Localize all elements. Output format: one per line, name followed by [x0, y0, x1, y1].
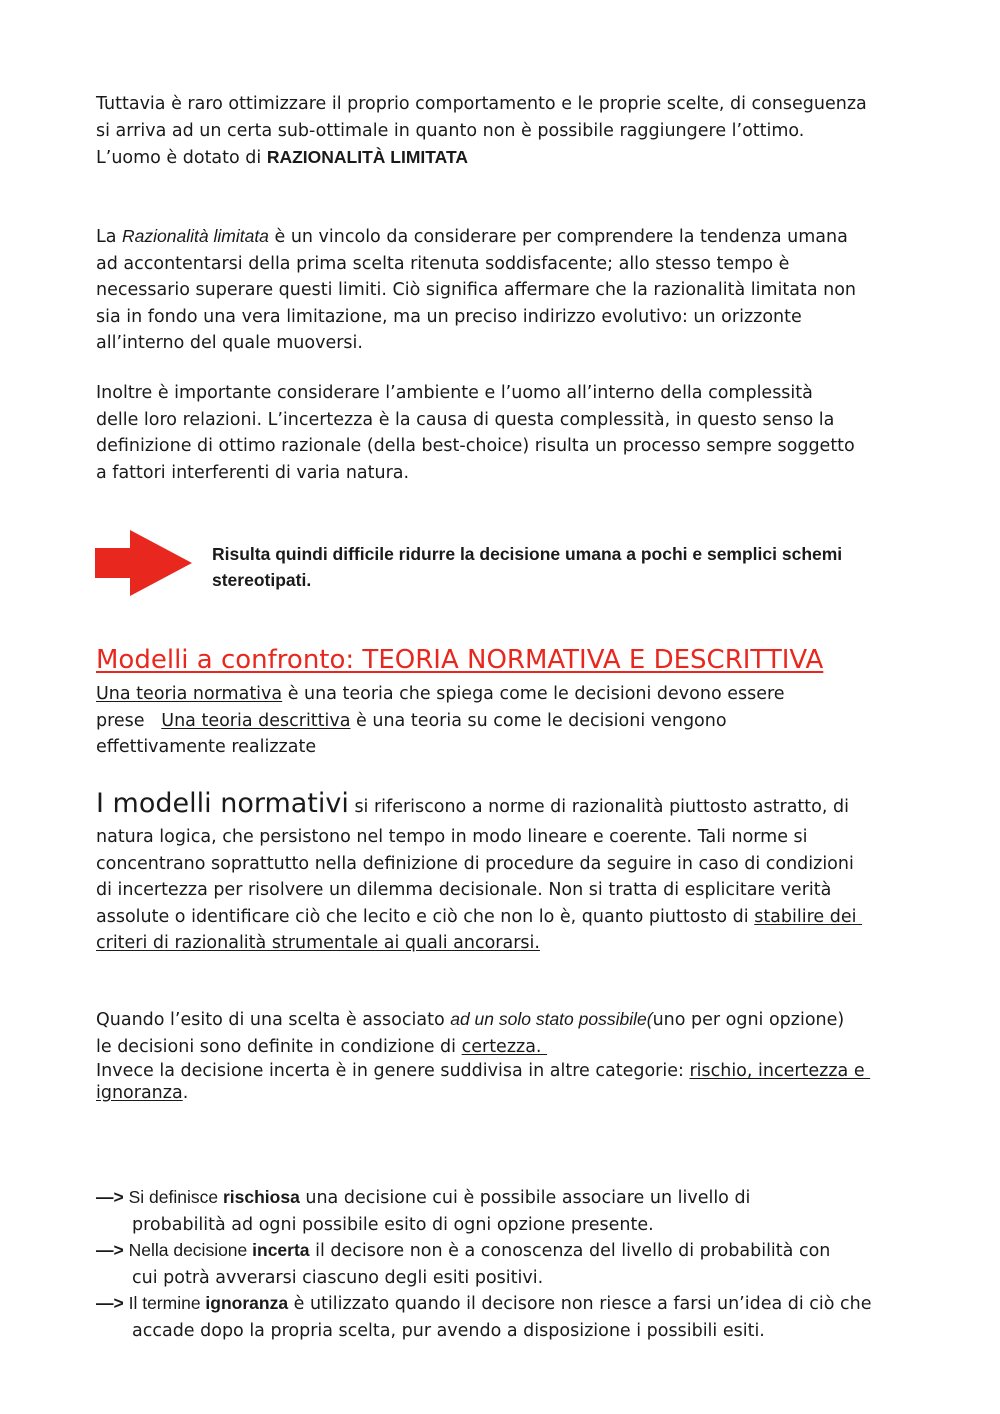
text-line: delle loro relazioni. L’incertezza è la causa di questa complessità, in questo senso la: [96, 409, 835, 430]
underlined-term: rischio, incertezza e: [689, 1061, 871, 1081]
italic-term: ad un solo stato possibile(: [450, 1009, 653, 1029]
text-line: cui potrà avverarsi ciascuno degli esiti positivi.: [132, 1267, 544, 1288]
text-line: effettivamente realizzate: [96, 737, 317, 757]
text-line: L’uomo è dotato di RAZIONALITÀ LIMITATA: [96, 147, 469, 168]
text-line: a fattori interferenti di varia natura.: [96, 462, 410, 483]
big-lead-text: I modelli normativi: [96, 788, 349, 819]
text-line: necessario superare questi limiti. Ciò significa affermare che la razionalità limitata non: [96, 280, 857, 300]
underlined-term: Una teoria descrittiva: [161, 710, 351, 731]
text-line: Tuttavia è raro ottimizzare il proprio comportamento e le proprie scelte, di conseguenza: [96, 94, 867, 114]
paragraph-razionalita-limitata: [96, 223, 856, 357]
text-line: natura logica, che persistono nel tempo in modo lineare e coerente. Tali norme si: [96, 827, 808, 847]
text-line: Quando l’esito di una scelta è associato ad un solo stato possibile(uno per ogni opzione): [96, 1009, 845, 1030]
bold-term: ignoranza: [205, 1293, 289, 1313]
text-line: ad accontentarsi della prima scelta ritenuta soddisfacente; allo stesso tempo è: [96, 253, 790, 274]
right-arrow-icon: [95, 530, 193, 596]
text-line: prese Una teoria descrittiva è una teoria su come le decisioni vengono: [96, 710, 727, 731]
paragraph-inoltre: [96, 380, 855, 486]
bold-term: rischiosa: [222, 1187, 300, 1207]
text-line: La Razionalità limitata è un vincolo da considerare per comprendere la tendenza umana: [96, 226, 848, 247]
text-line: Una teoria normativa è una teoria che spiega come le decisioni devono essere: [96, 684, 785, 704]
text-line: —> Il termine ignoranza è utilizzato quando il decisore non riesce a farsi un’idea di ciò che: [96, 1293, 872, 1314]
text-line: [96, 930, 862, 957]
arrow-marker: —>: [96, 1240, 129, 1260]
arrow-marker: —>: [96, 1187, 129, 1207]
underlined-term: criteri di razionalità strumentale ai quali ancorarsi.: [96, 933, 540, 953]
text-line: concentrano soprattutto nella definizione di procedure da seguire in caso di condizioni: [96, 853, 854, 874]
text-line: —> Nella decisione incerta il decisore non è a conoscenza del livello di probabilità con: [96, 1240, 831, 1261]
text-line: sia in fondo una vera limitazione, ma un preciso indirizzo evolutivo: un orizzonte: [96, 306, 802, 327]
text-line: accade dopo la propria scelta, pur avendo a disposizione i possibili esiti.: [132, 1320, 765, 1341]
text-line: si arriva ad un certa sub-ottimale in quanto non è possibile raggiungere l’ottimo.: [96, 120, 805, 141]
paragraph-tuttavia: [96, 91, 867, 172]
text-line: le decisioni sono definite in condizione di certezza.: [96, 1036, 548, 1057]
callout-line: Risulta quindi difficile ridurre la decisione umana a pochi e semplici schemi: [212, 544, 843, 564]
arrow-marker: —>: [96, 1293, 129, 1313]
text-line: ignoranza.: [96, 1083, 189, 1103]
paragraph-teorie: [96, 681, 785, 761]
text-line: probabilità ad ogni possibile esito di ogni opzione presente.: [132, 1214, 654, 1235]
italic-term: Razionalità limitata: [122, 226, 269, 246]
section-heading: Modelli a confronto: TEORIA NORMATIVA E DESCRITTIVA: [96, 645, 824, 675]
text-line: Inoltre è importante considerare l’ambiente e l’uomo all’interno della complessità: [96, 383, 813, 403]
list-item: [96, 1237, 830, 1291]
bold-term: incerta: [252, 1240, 310, 1260]
paragraph-certezza: [96, 1006, 870, 1104]
list-item: [96, 1184, 750, 1238]
underlined-term: Una teoria normativa: [96, 684, 283, 704]
text-line: all’interno del quale muoversi.: [96, 333, 363, 353]
text-line: —> Si definisce rischiosa una decisione cui è possibile associare un livello di: [96, 1187, 751, 1208]
text-line: definizione di ottimo razionale (della best-choice) risulta un processo sempre soggetto: [96, 436, 855, 456]
text-line: Invece la decisione incerta è in genere suddivisa in altre categorie: rischio, incertezza e: [96, 1061, 871, 1081]
callout-line: stereotipati.: [212, 570, 312, 590]
paragraph-modelli-normativi: [96, 787, 862, 957]
callout-text: [212, 541, 842, 593]
list-item: [96, 1290, 872, 1344]
underlined-term: ignoranza: [96, 1083, 183, 1103]
text-line: assolute o identificare ciò che lecito e ciò che non lo è, quanto piuttosto di stabilire dei: [96, 906, 863, 927]
text-line: I modelli normativi si riferiscono a norme di razionalità piuttosto astratto, di: [96, 788, 849, 819]
bold-term: RAZIONALITÀ LIMITATA: [266, 147, 469, 167]
underlined-term: stabilire dei: [754, 906, 863, 927]
text-line: di incertezza per risolvere un dilemma decisionale. Non si tratta di esplicitare verità: [96, 880, 832, 900]
underlined-term: certezza.: [461, 1036, 548, 1057]
